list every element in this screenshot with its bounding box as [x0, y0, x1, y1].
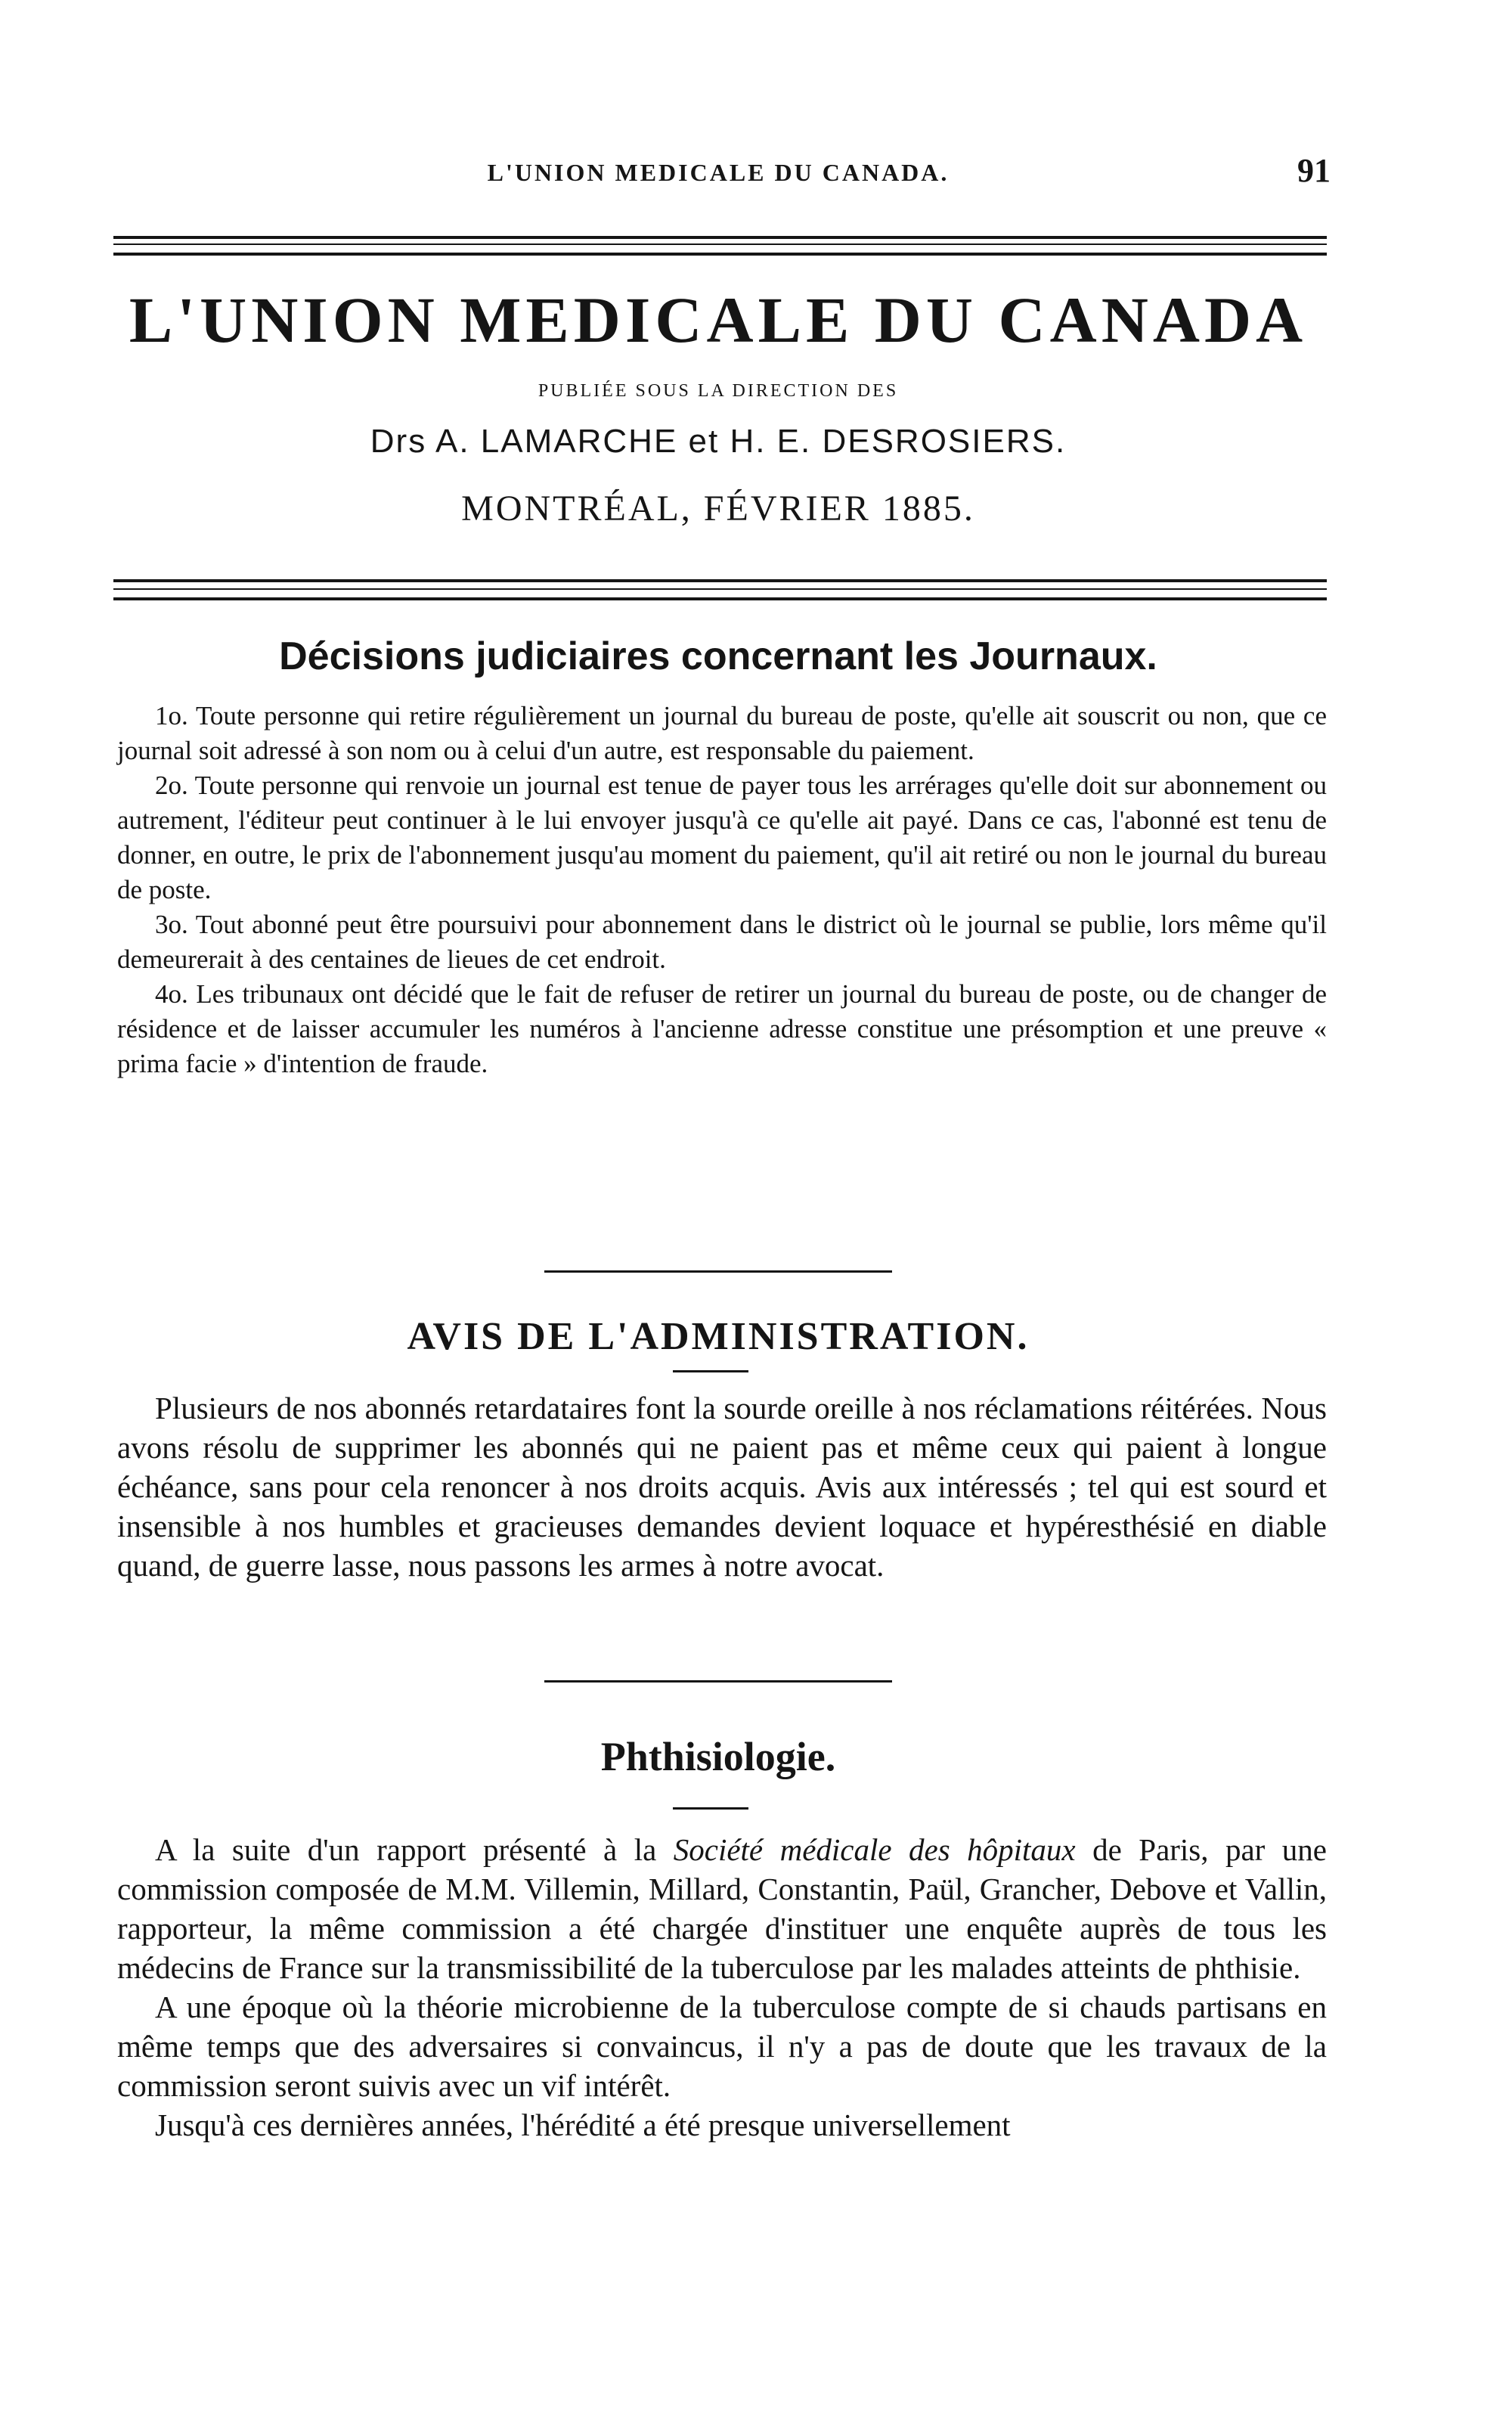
- phthisiologie-text: [117, 1830, 1327, 2145]
- title-underline-phthisiologie: [673, 1807, 748, 1810]
- phthisiologie-paragraph-3: Jusqu'à ces dernières années, l'hérédité a été presque universellement: [155, 2107, 1011, 2142]
- decision-paragraph-3: 3o. Tout abonné peut être poursuivi pour abonnement dans le district où le journal se publie, lors même qu'il demeurerait à des centaines de lieues de cet endroit.: [117, 910, 1327, 974]
- p1-text-end: de Paris, par une commission composée de M.M. Villemin, Millard, Constantin, Paül, Grancher, Debove et Vallin, rapporteur, la même commission a été chargée d'instituer une enquête auprès de tous les médecins de France sur la transmissibilité de la tuberculose par les malades atteints de phthisie.: [117, 1832, 1327, 1985]
- top-rule-2: [113, 243, 1327, 245]
- masthead-rule-3: [113, 597, 1327, 600]
- section-divider-2: [544, 1680, 892, 1683]
- masthead-subtitle: PUBLIÉE SOUS LA DIRECTION DES: [538, 381, 899, 401]
- p1-text-start: A la suite d'un rapport présenté à la: [155, 1832, 674, 1867]
- masthead: [106, 284, 1331, 529]
- page-number: 91: [1297, 152, 1331, 189]
- section-title-decisions: Décisions judiciaires concernant les Journaux.: [279, 634, 1157, 678]
- phthisiologie-paragraph-2: A une époque où la théorie microbienne de la tuberculose compte de si chauds partisans en même temps que des adversaires si convaincus, il n'y a pas de doute que les travaux de la commission seront suivis avec un vif intérêt.: [117, 1990, 1327, 2103]
- avis-text: [117, 1388, 1327, 1585]
- decision-paragraph-1: 1o. Toute personne qui retire régulièrement un journal du bureau de poste, qu'elle ait souscrit ou non, que ce journal soit adressé à son nom ou à celui d'un autre, est responsable du paiement.: [117, 701, 1327, 765]
- section-title-avis: AVIS DE L'ADMINISTRATION.: [407, 1315, 1030, 1358]
- decision-paragraph-4: 4o. Les tribunaux ont décidé que le fait de refuser de retirer un journal du bureau de poste, ou de changer de résidence et de laisser accumuler les numéros à l'ancienne adresse constitue une présomption et une preuve « prima facie » d'intention de fraude.: [117, 979, 1327, 1078]
- section-divider-1: [544, 1270, 892, 1273]
- title-underline-avis: [673, 1370, 748, 1372]
- masthead-rule-2: [113, 588, 1327, 590]
- masthead-rule-1: [113, 579, 1327, 582]
- decision-paragraph-2: 2o. Toute personne qui renvoie un journal est tenue de payer tous les arrérages qu'elle doit sur abonnement ou autrement, l'éditeur peut continuer à le lui envoyer jusqu'à ce qu'elle ait payé. Dans ce cas, l'abonné est tenu de donner, en outre, le prix de l'abonnement jusqu'au moment du paiement, qu'il ait retiré ou non le journal du bureau de poste.: [117, 771, 1327, 904]
- decisions-text: [117, 699, 1327, 1081]
- top-rule-1: [113, 236, 1327, 239]
- masthead-directors: Drs A. LAMARCHE et H. E. DESROSIERS.: [370, 423, 1067, 460]
- top-rule-3: [113, 253, 1327, 256]
- section-title-phthisiologie: Phthisiologie.: [600, 1734, 836, 1779]
- running-head-title: L'UNION MEDICALE DU CANADA.: [487, 159, 950, 186]
- masthead-date: MONTRÉAL, FÉVRIER 1885.: [461, 488, 975, 529]
- masthead-title: L'UNION MEDICALE DU CANADA: [129, 284, 1308, 356]
- societe-name: Société médicale des hôpitaux: [673, 1832, 1076, 1867]
- phthisiologie-paragraph-1: [117, 1830, 1327, 1987]
- avis-paragraph: Plusieurs de nos abonnés retardataires font la sourde oreille à nos réclamations réitérées. Nous avons résolu de supprimer les abonnés qui ne paient pas et même ceux qui paient à longue échéance, sans pour cela renoncer à nos droits acquis. Avis aux intéressés ; tel qui est sourd et insensible à nos humbles et gracieuses demandes devient loquace et hypéresthésié en diable quand, de guerre lasse, nous passons les armes à notre avocat.: [117, 1391, 1327, 1583]
- running-head: [106, 151, 1331, 204]
